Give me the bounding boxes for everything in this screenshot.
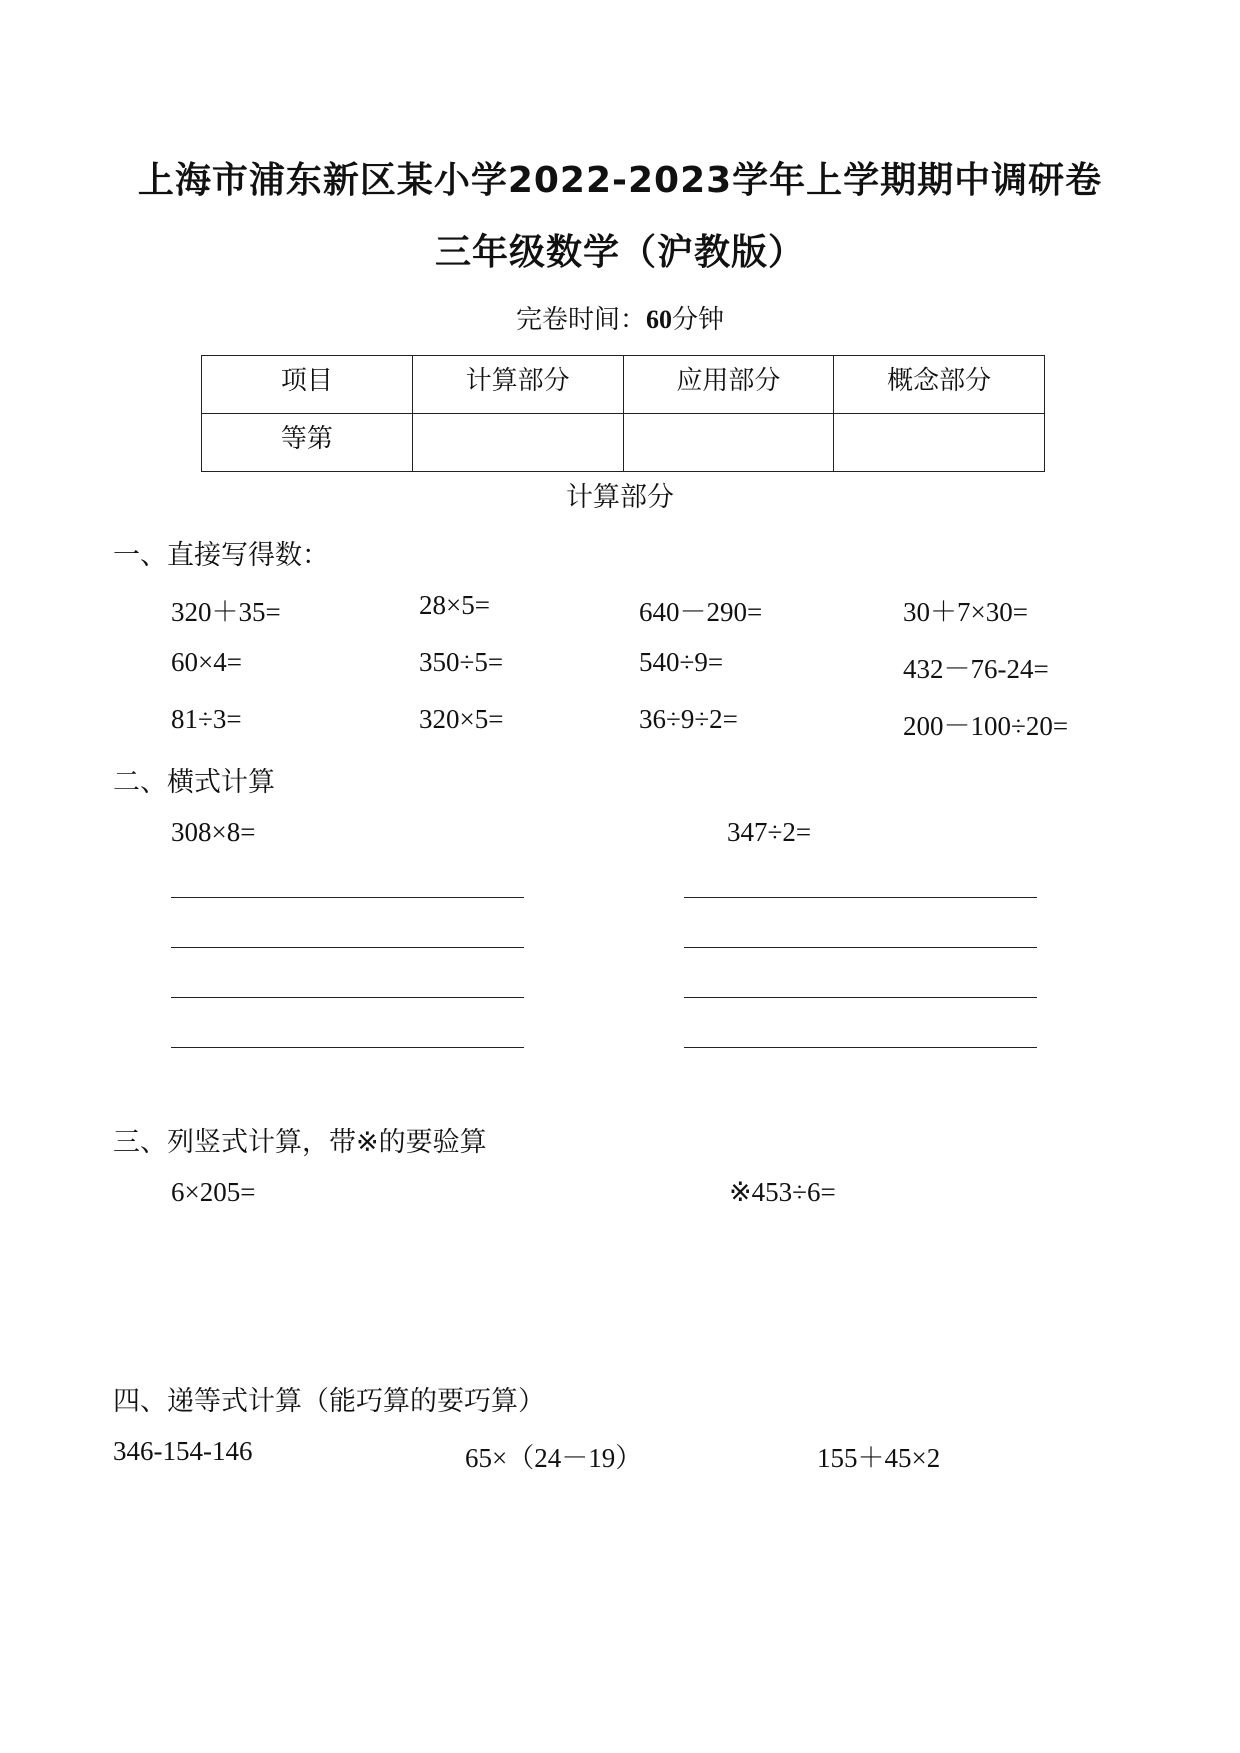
section3-heading: 三、列竖式计算，带※的要验算 <box>113 1127 487 1158</box>
section2-heading: 二、横式计算 <box>113 767 275 798</box>
exam-time-value: 60 <box>646 305 672 334</box>
exam-time-unit: 分钟 <box>672 305 725 335</box>
section2-item: 308×8= <box>171 817 256 847</box>
score-table-grade-row <box>202 414 1045 472</box>
section1-item: 81÷3= <box>171 704 242 734</box>
section1-item: 200－100÷20= <box>903 711 1069 741</box>
score-header-cell: 项目 <box>202 356 413 414</box>
section4-item: 155＋45×2 <box>817 1443 941 1473</box>
section4-item: 346-154-146 <box>113 1436 253 1466</box>
answer-line[interactable] <box>684 897 1037 898</box>
score-header-cell: 应用部分 <box>623 356 834 414</box>
score-row-label: 等第 <box>202 414 413 472</box>
answer-line[interactable] <box>684 1047 1037 1048</box>
page-subtitle: 三年级数学（沪教版） <box>434 232 805 273</box>
section1-item: 320×5= <box>419 704 504 734</box>
section1-item: 30＋7×30= <box>903 597 1028 627</box>
score-header-cell: 计算部分 <box>412 356 623 414</box>
answer-line[interactable] <box>171 1047 524 1048</box>
section1-item: 640－290= <box>639 597 763 627</box>
score-cell-concept[interactable] <box>834 414 1045 472</box>
section3-item: ※453÷6= <box>729 1177 836 1207</box>
section1-item: 432－76-24= <box>903 654 1049 684</box>
score-table-header-row <box>202 356 1045 414</box>
score-cell-application[interactable] <box>623 414 834 472</box>
score-cell-calc[interactable] <box>412 414 623 472</box>
answer-line[interactable] <box>684 947 1037 948</box>
section4-item: 65×（24－19） <box>465 1443 643 1473</box>
section4-heading: 四、递等式计算（能巧算的要巧算） <box>113 1386 545 1417</box>
answer-line[interactable] <box>171 897 524 898</box>
answer-line[interactable] <box>171 997 524 998</box>
exam-time <box>0 299 1240 336</box>
page-title: 上海市浦东新区某小学2022-2023学年上学期期中调研卷 <box>137 160 1103 201</box>
section3-item: 6×205= <box>171 1177 256 1207</box>
answer-line[interactable] <box>171 947 524 948</box>
section1-item: 60×4= <box>171 647 242 677</box>
section1-item: 28×5= <box>419 590 490 620</box>
section1-item: 320＋35= <box>171 597 281 627</box>
section1-item: 350÷5= <box>419 647 504 677</box>
exam-time-label: 完卷时间： <box>515 305 646 335</box>
section1-item: 36÷9÷2= <box>639 704 738 734</box>
part-title: 计算部分 <box>566 482 674 513</box>
score-header-cell: 概念部分 <box>834 356 1045 414</box>
score-table <box>201 355 1045 472</box>
section1-item: 540÷9= <box>639 647 724 677</box>
section1-heading: 一、直接写得数： <box>113 540 329 571</box>
section2-item: 347÷2= <box>727 817 812 847</box>
answer-line[interactable] <box>684 997 1037 998</box>
